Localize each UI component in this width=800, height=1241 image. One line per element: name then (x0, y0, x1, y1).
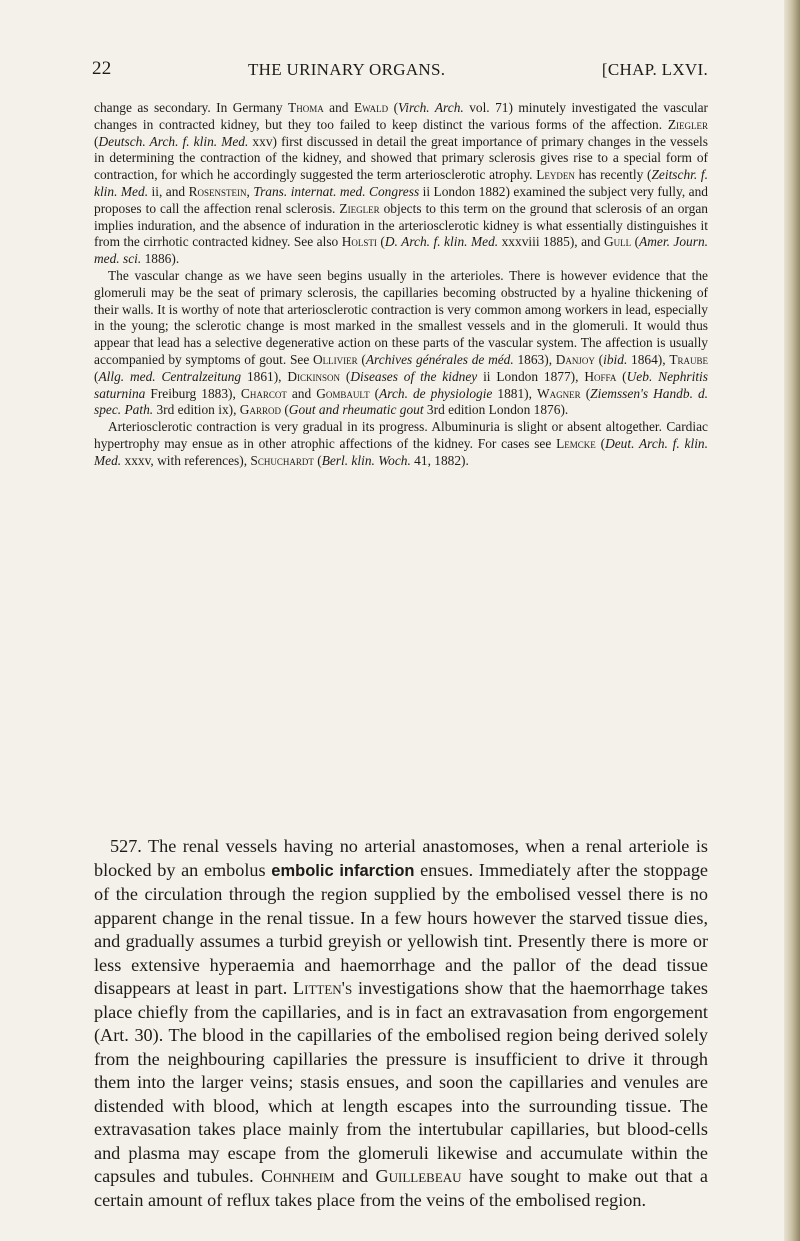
text-run: ( (616, 368, 627, 384)
author-name: Holsti (341, 234, 377, 250)
text-run: ( (313, 452, 322, 468)
author-name: Hoffa (584, 368, 617, 384)
text-run: has recently ( (574, 167, 652, 183)
text-run: 1864), (627, 351, 670, 367)
author-name: Cohnheim (261, 1166, 335, 1186)
citation-title: Deut. Arch. f. klin. Med. (94, 435, 708, 468)
author-name: Ollivier (313, 351, 358, 367)
text-run: ii London 1877), (477, 368, 585, 384)
bold-term: embolic infarction (271, 861, 415, 880)
small-print-section (94, 100, 708, 470)
author-name: Danjoy (555, 351, 595, 367)
text-run: and (334, 1166, 376, 1186)
running-header (92, 58, 708, 84)
text-run: vol. 71) minutely investigated the vascular changes in contracted kidney, but they too failed to keep distinct the various forms of the affection. (94, 100, 709, 132)
author-name: Litten's (293, 978, 353, 998)
citation-title: D. Arch. f. klin. Med. (384, 234, 499, 250)
text-run: and (286, 385, 317, 401)
text-run: ii London 1882) examined the subject very fully, and proposes to call the affection renal sclerosis. (94, 183, 708, 216)
author-name: Guillebeau (375, 1166, 462, 1186)
text-run: have sought to make out that a certain amount of reflux takes place from the veins of the embolised region. (94, 1166, 708, 1210)
text-run: , (246, 183, 254, 199)
text-run: xxv) first discussed in detail the great importance of primary changes in the vessels in determining the contraction of the kidney, and showed that primary sclerosis gives rise to a special form of contraction, for which he accordingly suggested the term arteriosclerotic atrophy. (94, 133, 708, 183)
citation-title: Berl. klin. Woch. (321, 452, 411, 468)
text-run: ( (357, 351, 366, 367)
text-run: 3rd edition London 1876). (423, 402, 569, 418)
author-name: Ewald (353, 100, 389, 115)
citation-title: Virch. Arch. (398, 100, 464, 115)
citation-title: Allg. med. Centralzeitung (98, 368, 242, 384)
text-run: change as secondary. In Germany (94, 100, 289, 115)
page-binding-edge (784, 0, 800, 1241)
author-name: Dickinson (287, 368, 341, 384)
text-run: ( (369, 385, 380, 401)
author-name: Gombault (316, 385, 370, 401)
author-name: Garrod (239, 402, 281, 418)
author-name: Gull (603, 234, 632, 250)
citation-title: Gout and rheumatic gout (288, 402, 424, 418)
main-paragraph-527 (94, 835, 708, 1212)
author-name: Thoma (288, 100, 324, 115)
running-title: THE URINARY ORGANS. (248, 60, 446, 79)
text-run: ( (280, 402, 289, 418)
citation-title: Deutsch. Arch. f. klin. Med. (98, 133, 249, 149)
text-run: ( (594, 351, 604, 367)
text-run: 3rd edition ix), (153, 402, 240, 418)
chapter-label: [CHAP. LXVI. (601, 60, 708, 79)
text-run: 41, 1882). (410, 452, 469, 468)
author-name: Charcot (240, 385, 287, 401)
text-run: 1861), (241, 368, 288, 384)
author-name: Traube (669, 351, 708, 367)
text-run: xxxv, with references), (121, 452, 251, 468)
text-run: ( (376, 234, 385, 250)
small-paragraph-3 (94, 419, 708, 469)
author-name: Ziegler (339, 200, 380, 216)
citation-title: Amer. Journ. med. sci. (94, 234, 709, 267)
main-text-section (94, 835, 708, 1212)
text-run: ( (580, 385, 591, 401)
text-run: ensues. Immediately after the stoppage of the circulation through the region supplied by the embolised vessel there is no apparent change in the renal tissue. In a few hours however the starved tissue dies, and gradually assumes a turbid greyish or yellowish tint. Presently there is more or less extensive hyperaemia and haemorrhage and the pallor of the dead tissue disappears at least in part. (94, 859, 708, 998)
text-run: objects to this term on the ground that sclerosis of an organ implies induration, and the absence of induration in the arteriosclerotic kidney is what essentially distinguishes it from the cirrhotic contracted kidney. See also (94, 200, 708, 250)
text-run: Freiburg 1883), (145, 385, 241, 401)
citation-title: Diseases of the kidney (350, 368, 478, 384)
citation-title: Archives générales de méd. (365, 351, 514, 367)
author-name: Ziegler (667, 116, 708, 132)
citation-title: Ueb. Nephritis saturnina (94, 368, 708, 401)
text-run: ( (94, 368, 99, 384)
text-run: ( (631, 234, 640, 250)
author-name: Rosenstein (188, 183, 247, 199)
text-run: and (323, 100, 354, 115)
citation-title: Zeitschr. f. klin. Med. (94, 167, 708, 199)
text-run: 1881), (492, 385, 538, 401)
text-run: 1863), (513, 351, 556, 367)
author-name: Schuchardt (250, 452, 314, 468)
author-name: Leyden (536, 167, 575, 183)
author-name: Lemcke (556, 435, 596, 451)
citation-title: ibid. (603, 351, 628, 367)
text-run: xxxviii 1885), and (498, 234, 604, 250)
text-run: investigations show that the haemorrhage takes place chiefly from the capillaries, and is in fact an extravasation from engorgement (Art. 30). The blood in the capillaries of the embolised region being derived solely from the neighbouring capillaries the pressure is insufficient to drive it through them into the larger veins; stasis ensues, and soon the capillaries and venules are distended with blood, which at length escapes into the surrounding tissue. The extravasation takes place mainly from the intertubular capillaries, but blood-cells and plasma may escape from the glomeruli likewise and accumulate within the capsules and tubules. (94, 978, 708, 1186)
small-paragraph-1 (94, 100, 708, 268)
text-run: 1886). (141, 251, 180, 267)
author-name: Wagner (537, 385, 581, 401)
text-run: 527. The renal vessels having no arterial anastomoses, when a renal arteriole is blocked by an embolus (94, 836, 708, 880)
text-run: Arteriosclerotic contraction is very gradual in its progress. Albuminuria is slight or absent altogether. Cardiac hypertrophy may ensue as in other atrophic affections of the kidney. For cases see (94, 419, 708, 451)
text-run: ( (388, 100, 399, 115)
citation-title: Ziemssen's Handb. d. spec. Path. (94, 385, 708, 418)
page-number: 22 (92, 58, 112, 79)
text-run: ( (94, 133, 99, 149)
small-paragraph-2 (94, 268, 708, 419)
text-run: The vascular change as we have seen begins usually in the arterioles. There is however evidence that the glomeruli may be the seat of primary sclerosis, the capillaries becoming obstructed by a hyaline thickening of their walls. It is worthy of note that arteriosclerotic contraction is very common among workers in lead, especially in the young; the sclerotic change is most marked in the smallest vessels and in the glomeruli. It would thus appear that lead has a selective degenerative action on these parts of the vascular system. The affection is usually accompanied by symptoms of gout. See (94, 267, 708, 367)
text-run: ( (595, 435, 606, 451)
citation-title: Arch. de physiologie (379, 385, 493, 401)
citation-title: Trans. internat. med. Congress (253, 183, 420, 199)
text-run: ii, and (148, 183, 189, 199)
text-run: ( (340, 368, 351, 384)
